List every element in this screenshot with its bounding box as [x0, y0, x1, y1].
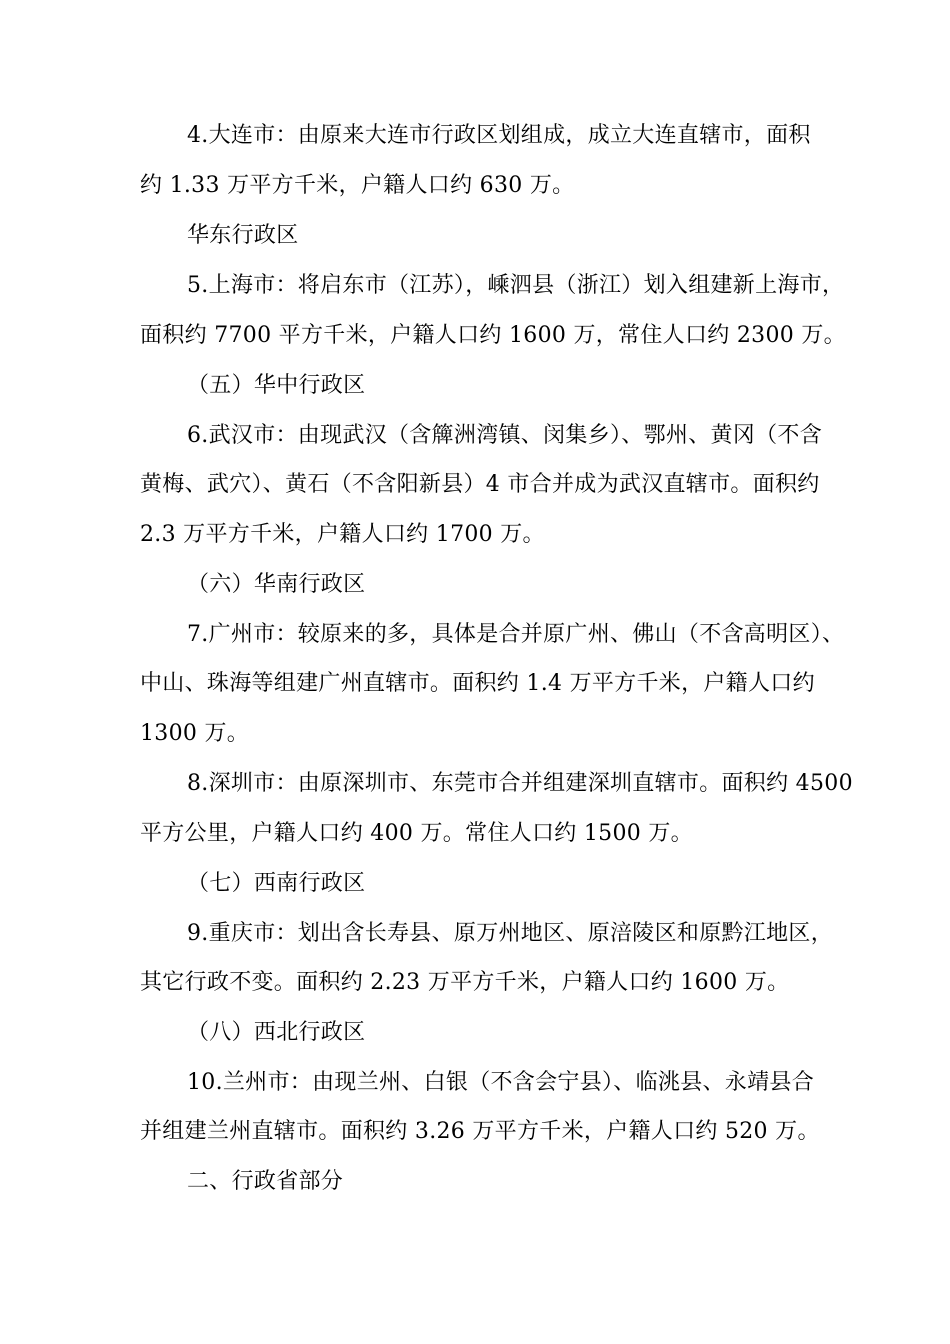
paragraph-chongqing-line-2: 其它行政不变。面积约 2.23 万平方千米，户籍人口约 1600 万。 [140, 970, 790, 995]
paragraph-dalian-line-1: 4.大连市：由原来大连市行政区划组成，成立大连直辖市，面积 [187, 123, 811, 148]
section-heading-xinan: （七）西南行政区 [187, 871, 366, 896]
paragraph-lanzhou-line-1: 10.兰州市：由现兰州、白银（不含会宁县）、临洮县、永靖县合 [187, 1070, 814, 1095]
paragraph-shenzhen-line-2: 平方公里，户籍人口约 400 万。常住人口约 1500 万。 [140, 821, 693, 846]
paragraph-wuhan-line-1: 6.武汉市：由现武汉（含簰洲湾镇、闵集乡）、鄂州、黄冈（不含 [187, 423, 822, 448]
section-heading-huadong: 华东行政区 [187, 223, 299, 248]
paragraph-guangzhou-line-3: 1300 万。 [140, 721, 250, 746]
paragraph-guangzhou-line-2: 中山、珠海等组建广州直辖市。面积约 1.4 万平方千米，户籍人口约 [140, 671, 815, 696]
paragraph-shanghai-line-1: 5.上海市：将启东市（江苏），嵊泗县（浙江）划入组建新上海市， [187, 273, 845, 298]
paragraph-wuhan-line-3: 2.3 万平方千米，户籍人口约 1700 万。 [140, 522, 545, 547]
section-heading-xibei: （八）西北行政区 [187, 1020, 366, 1045]
paragraph-chongqing-line-1: 9.重庆市：划出含长寿县、原万州地区、原涪陵区和原黔江地区， [187, 921, 833, 946]
paragraph-shenzhen-line-1: 8.深圳市：由原深圳市、东莞市合并组建深圳直辖市。面积约 4500 [187, 771, 853, 796]
section-heading-huazhong: （五）华中行政区 [187, 373, 366, 398]
paragraph-dalian-line-2: 约 1.33 万平方千米，户籍人口约 630 万。 [140, 173, 575, 198]
paragraph-wuhan-line-2: 黄梅、武穴）、黄石（不含阳新县）4 市合并成为武汉直辖市。面积约 [140, 472, 820, 497]
paragraph-guangzhou-line-1: 7.广州市：较原来的多，具体是合并原广州、佛山（不含高明区）、 [187, 622, 845, 647]
section-heading-huanan: （六）华南行政区 [187, 572, 366, 597]
section-heading-provinces: 二、行政省部分 [187, 1169, 344, 1194]
paragraph-lanzhou-line-2: 并组建兰州直辖市。面积约 3.26 万平方千米，户籍人口约 520 万。 [140, 1119, 820, 1144]
paragraph-shanghai-line-2: 面积约 7700 平方千米，户籍人口约 1600 万，常住人口约 2300 万。 [140, 323, 846, 348]
